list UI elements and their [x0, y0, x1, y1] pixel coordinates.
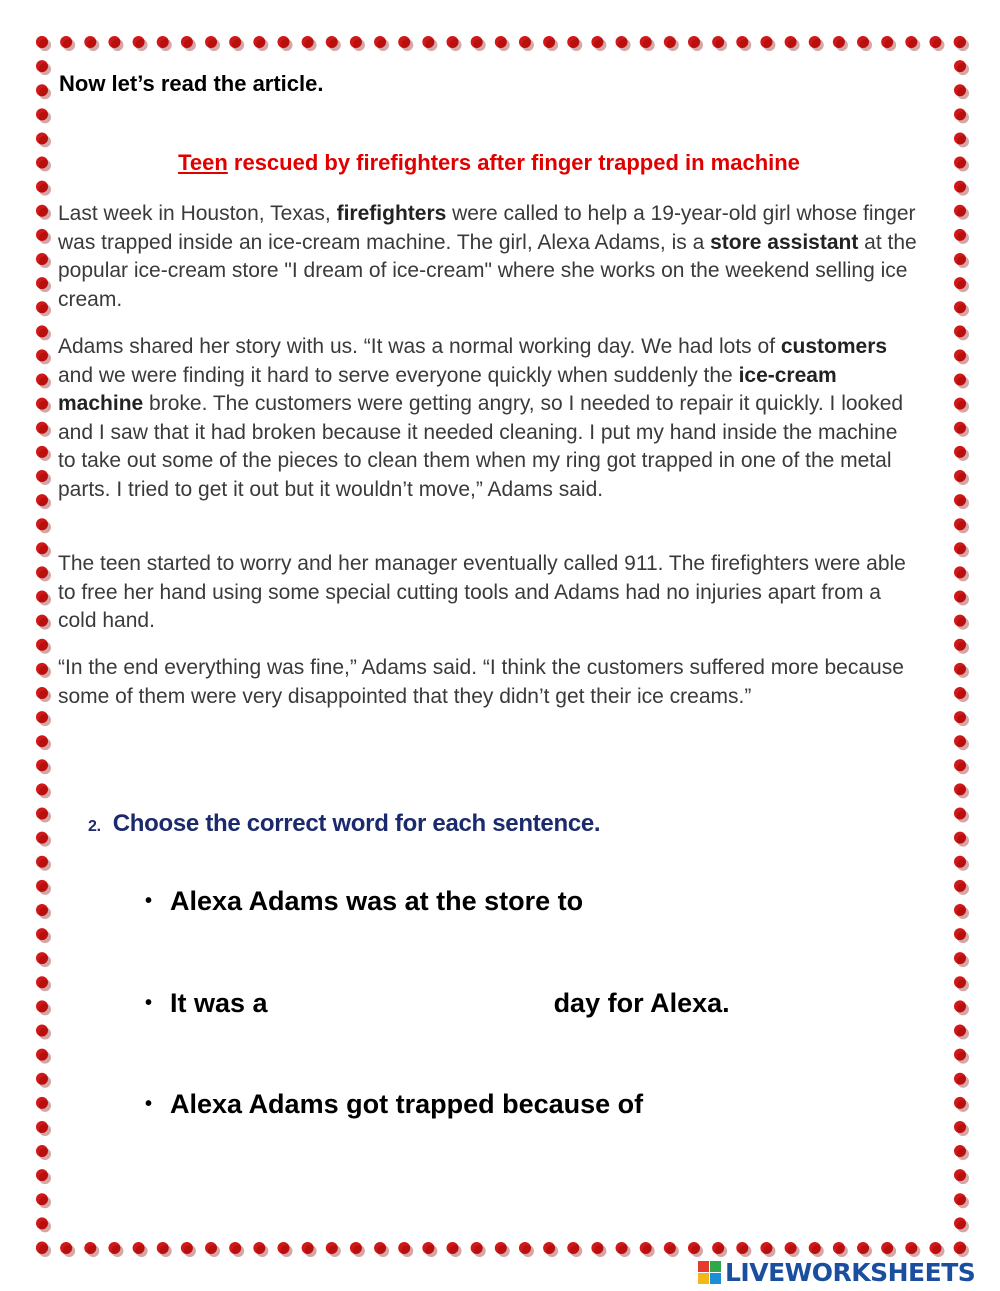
p2-bold-customers: customers: [780, 335, 888, 358]
p1-text-1: Last week in Houston, Texas,: [58, 202, 337, 225]
p1-bold-firefighters: firefighters: [336, 202, 447, 225]
p1-text-2: were called to help a 19-year-old girl whose finger was trapped inside an ice-cream machine. The girl, Alexa Adams, is a: [58, 202, 916, 254]
intro-heading: Now let’s read the article.: [59, 71, 324, 96]
bullet-icon: •: [145, 1093, 153, 1115]
question-number: 2.: [88, 818, 101, 835]
p1-bold-store-assistant: store assistant: [710, 230, 859, 254]
sentence-3-text: Alexa Adams got trapped because of: [170, 1089, 644, 1119]
p1-text-3: at the popular ice-cream store "I dream of ice-cream" where she works on the weekend selling ice cream.: [58, 230, 917, 311]
article-headline: [59, 150, 919, 176]
liveworksheets-logo: [698, 1257, 975, 1287]
sentence-2-before: It was a: [170, 988, 268, 1018]
sentence-item-2: [145, 988, 730, 1019]
headline-underlined-word: Teen: [178, 150, 228, 175]
p2-text-3: broke. The customers were getting angry, so I needed to repair it quickly. I looked and I saw that it had broken because it needed cleaning. I put my hand inside the machine to take out some of the pieces to clean them when my ring got trapped in one of the metal parts. I tried to get it out but it wouldn’t move,” Adams said.: [58, 392, 904, 501]
liveworksheets-logo-text: LIVEWORKSHEETS: [725, 1257, 976, 1287]
p2-text-2: and we were finding it hard to serve everyone quickly when suddenly the: [58, 363, 739, 387]
article-paragraph-1: [58, 200, 918, 314]
liveworksheets-logo-icon: [698, 1261, 721, 1284]
sentence-1-text: Alexa Adams was at the store to: [170, 886, 584, 916]
p2-text-1: Adams shared her story with us. “It was a normal working day. We had lots of: [58, 335, 781, 358]
bullet-icon: •: [145, 992, 153, 1014]
question-text: Choose the correct word for each sentence.: [112, 810, 601, 837]
headline-rest: rescued by firefighters after finger trapped in machine: [227, 150, 800, 175]
article-paragraph-3: The teen started to worry and her manager eventually called 911. The firefighters were able to free her hand using some special cutting tools and Adams had no injuries apart from a cold hand.: [58, 552, 906, 632]
sentence-item-1: [145, 886, 583, 917]
sentence-2-after: day for Alexa.: [553, 988, 730, 1018]
bullet-icon: •: [145, 890, 153, 912]
sentence-item-3: [145, 1089, 643, 1120]
p2-bold-ice-cream-machine: ice-cream machine: [58, 363, 837, 415]
article-paragraph-4: “In the end everything was fine,” Adams said. “I think the customers suffered more because some of them were very disappointed that they didn’t get their ice creams.”: [58, 656, 904, 708]
article-paragraph-2: [58, 333, 918, 504]
question-heading: [88, 810, 600, 838]
